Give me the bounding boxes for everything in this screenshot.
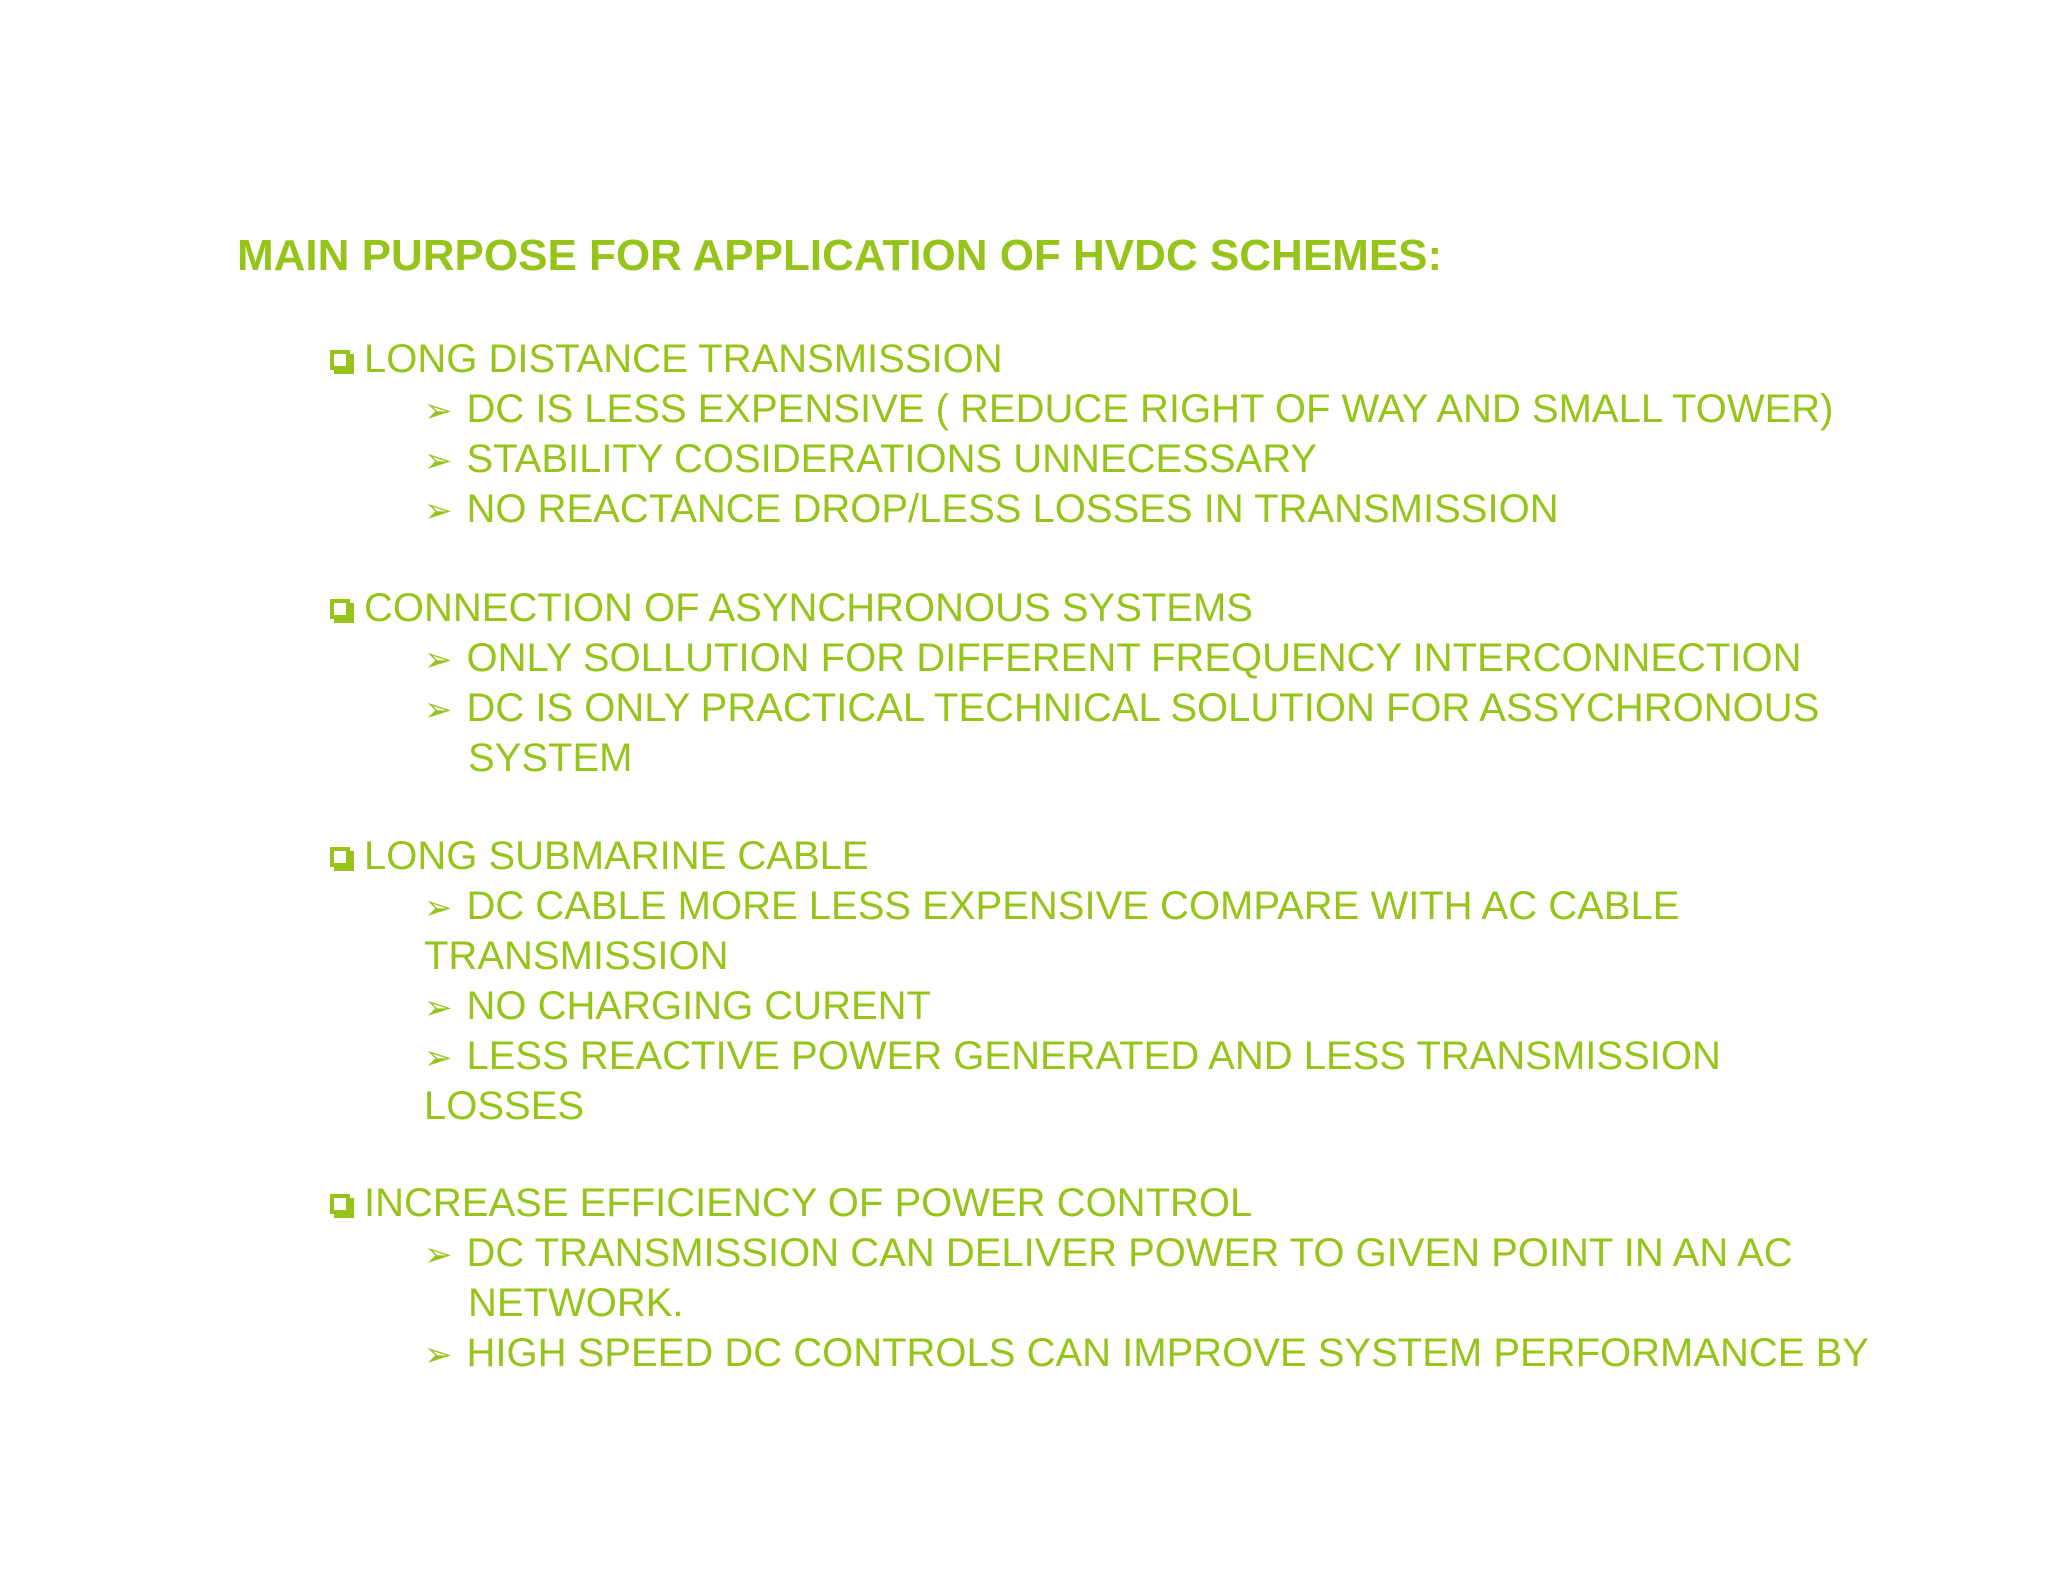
list-item-text: DC TRANSMISSION CAN DELIVER POWER TO GIVEN POINT IN AN AC — [466, 1231, 1793, 1275]
list-item-text: NO REACTANCE DROP/LESS LOSSES IN TRANSMISSION — [466, 487, 1559, 531]
list-item — [424, 1228, 1793, 1280]
list-item — [424, 434, 1317, 486]
list-item — [424, 384, 1833, 436]
list-item-text: DC CABLE MORE LESS EXPENSIVE COMPARE WITH AC CABLE — [466, 884, 1680, 928]
arrowhead-bullet-icon: ➢ — [424, 1039, 453, 1077]
list-item — [424, 881, 1679, 933]
list-item — [424, 484, 1559, 536]
list-item — [424, 1031, 1721, 1083]
arrowhead-bullet-icon: ➢ — [424, 691, 453, 729]
list-item-text: ONLY SOLLUTION FOR DIFFERENT FREQUENCY INTERCONNECTION — [466, 636, 1802, 680]
list-item-text: LESS REACTIVE POWER GENERATED AND LESS TRANSMISSION — [466, 1034, 1721, 1078]
list-item-text: HIGH SPEED DC CONTROLS CAN IMPROVE SYSTEM PERFORMANCE BY — [466, 1331, 1869, 1375]
arrowhead-bullet-icon: ➢ — [424, 442, 453, 480]
list-item — [424, 633, 1801, 685]
list-item-continuation: SYSTEM — [468, 736, 633, 780]
list-item-text: DC IS LESS EXPENSIVE ( REDUCE RIGHT OF WAY AND SMALL TOWER) — [466, 387, 1834, 431]
arrowhead-bullet-icon: ➢ — [424, 889, 453, 927]
checkbox-square-icon — [330, 1194, 350, 1214]
list-item — [424, 981, 931, 1033]
list-item-text: DC IS ONLY PRACTICAL TECHNICAL SOLUTION FOR ASSYCHRONOUS — [466, 686, 1820, 730]
arrowhead-bullet-icon: ➢ — [424, 641, 453, 679]
section-heading — [330, 831, 869, 881]
arrowhead-bullet-icon: ➢ — [424, 492, 453, 530]
list-item-continuation: NETWORK. — [468, 1281, 684, 1325]
slide-title: MAIN PURPOSE FOR APPLICATION OF HVDC SCHEMES: — [237, 231, 1443, 280]
list-item — [424, 683, 1819, 735]
arrowhead-bullet-icon: ➢ — [424, 1236, 453, 1274]
arrowhead-bullet-icon: ➢ — [424, 1336, 453, 1374]
list-item-continuation: TRANSMISSION — [424, 934, 729, 978]
section-heading — [330, 583, 1253, 633]
list-item-text: STABILITY COSIDERATIONS UNNECESSARY — [466, 437, 1318, 481]
list-item-continuation: LOSSES — [424, 1084, 585, 1128]
checkbox-square-icon — [330, 350, 350, 370]
section-heading-label: LONG SUBMARINE CABLE — [364, 834, 869, 878]
list-item — [424, 1328, 1869, 1380]
section-heading — [330, 1178, 1252, 1228]
section-heading-label: INCREASE EFFICIENCY OF POWER CONTROL — [364, 1181, 1253, 1225]
arrowhead-bullet-icon: ➢ — [424, 989, 453, 1027]
checkbox-square-icon — [330, 847, 350, 867]
section-heading-label: LONG DISTANCE TRANSMISSION — [364, 337, 1003, 381]
arrowhead-bullet-icon: ➢ — [424, 392, 453, 430]
section-heading-label: CONNECTION OF ASYNCHRONOUS SYSTEMS — [364, 586, 1253, 630]
checkbox-square-icon — [330, 599, 350, 619]
list-item-text: NO CHARGING CURENT — [466, 984, 931, 1028]
section-heading — [330, 334, 1003, 384]
